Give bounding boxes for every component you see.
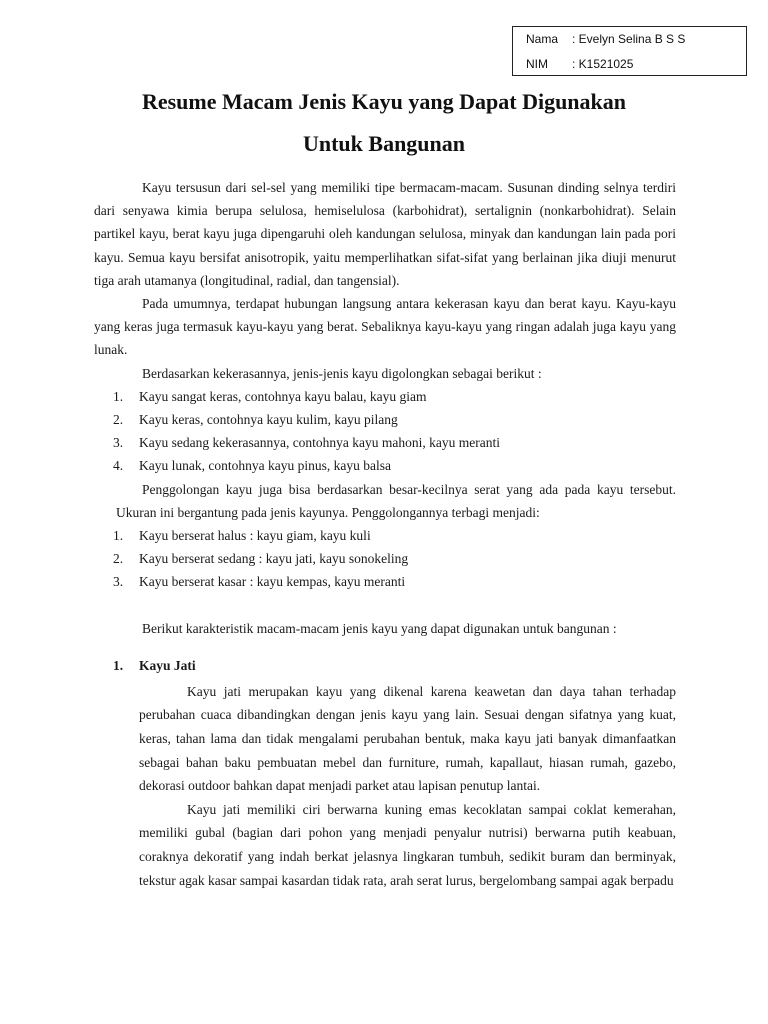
list-number: 1. (113, 528, 124, 544)
name-row (526, 31, 685, 47)
list-item-text: Kayu sedang kekerasannya, contohnya kayu mahoni, kayu meranti (139, 435, 501, 451)
list-item-text: Kayu berserat halus : kayu giam, kayu kuli (139, 528, 371, 544)
list-number: 1. (113, 388, 124, 404)
name-label: Nama (526, 32, 559, 46)
nim-row (526, 56, 633, 72)
section-title: Kayu Jati (139, 657, 196, 673)
section-body (94, 680, 676, 892)
fiber-intro: Penggolongan kayu juga bisa berdasarkan besar-kecilnya serat yang ada pada kayu tersebut. Ukuran ini bergantung pada jenis kayunya. Penggolongannya terbagi menjadi: (116, 481, 676, 520)
list-item (94, 524, 676, 547)
list-item (94, 570, 676, 593)
document-title-line-2: Untuk Bangunan (302, 131, 466, 156)
section-paragraph-2: Kayu jati memiliki ciri berwarna kuning emas kecoklatan sampai coklat kemerahan, memiliki gubal (bagian dari pohon yang menjadi penyalur nutrisi) berwarna putih keabuan, coraknya dekoratif yang indah berkat jelasnya lingkaran tumbuh, sedikit buram dan berminyak, tekstur agak kasar sampai kasardan tidak rata, arah serat lurus, bergelombang sampai agak berpadu (139, 801, 676, 888)
section-number: 1. (113, 657, 124, 673)
list-item-text: Kayu sangat keras, contohnya kayu balau, kayu giam (139, 388, 427, 404)
spacer (94, 640, 676, 650)
student-id-box (512, 26, 747, 76)
list-item (94, 385, 676, 408)
list-number: 3. (113, 574, 124, 590)
fiber-list (94, 524, 676, 594)
section-heading (94, 654, 676, 680)
intro-paragraph-2: Pada umumnya, terdapat hubungan langsung antara kekerasan kayu dan berat kayu. Kayu-kayu yang keras juga termasuk kayu-kayu yang berat. Sebaliknya kayu-kayu yang ringan adalah juga kayu yang lunak. (94, 296, 676, 358)
spacer (94, 594, 676, 617)
document-body (94, 176, 676, 892)
list-number: 2. (113, 412, 124, 428)
hardness-list (94, 385, 676, 478)
nim-label: NIM (526, 57, 548, 71)
name-value: : Evelyn Selina B S S (572, 32, 686, 46)
list-number: 3. (113, 435, 124, 451)
section-paragraph-1: Kayu jati merupakan kayu yang dikenal karena keawetan dan daya tahan terhadap perubahan cuaca dibandingkan dengan jenis kayu yang lain. Sesuai dengan sifatnya yang kuat, keras, tahan lama dan tidak mengalami perubahan bentuk, maka kayu jati banyak dimanfaatkan sebagai bahan baku pembuatan mebel dan furniture, rumah, kapallaut, hiasan rumah, gazebo, dekorasi outdoor bahkan dapat menjadi parket atau lapisan penutup lantai. (139, 683, 676, 794)
list-item (94, 408, 676, 431)
list-item-text: Kayu berserat sedang : kayu jati, kayu sonokeling (139, 551, 409, 567)
list-item-text: Kayu keras, contohnya kayu kulim, kayu pilang (139, 412, 398, 428)
document-title-line-1: Resume Macam Jenis Kayu yang Dapat Digunakan (141, 89, 627, 114)
nim-value: : K1521025 (572, 57, 634, 71)
intro-paragraph-1: Kayu tersusun dari sel-sel yang memiliki tipe bermacam-macam. Susunan dinding selnya terdiri dari senyawa kimia berupa selulosa, hemiselulosa (karbohidrat), sertalignin (nonkarbohidrat). Selain partikel kayu, berat kayu juga dipengaruhi oleh kandungan selulosa, minyak dan kandungan lain pada pori kayu. Semua kayu bersifat anisotropik, yaitu memperlihatkan sifat-sifat yang berlainan jika diuji menurut tiga arah utamanya (longitudinal, radial, dan tangensial). (94, 180, 676, 288)
list-item (94, 454, 676, 477)
list-number: 2. (113, 551, 124, 567)
list-item-text: Kayu lunak, contohnya kayu pinus, kayu balsa (139, 458, 391, 474)
list-item-text: Kayu berserat kasar : kayu kempas, kayu meranti (139, 574, 406, 590)
list-item (94, 431, 676, 454)
characteristics-intro: Berikut karakteristik macam-macam jenis kayu yang dapat digunakan untuk bangunan : (142, 620, 617, 636)
list-item (94, 547, 676, 570)
list-number: 4. (113, 458, 124, 474)
hardness-intro: Berdasarkan kekerasannya, jenis-jenis kayu digolongkan sebagai berikut : (142, 365, 542, 381)
